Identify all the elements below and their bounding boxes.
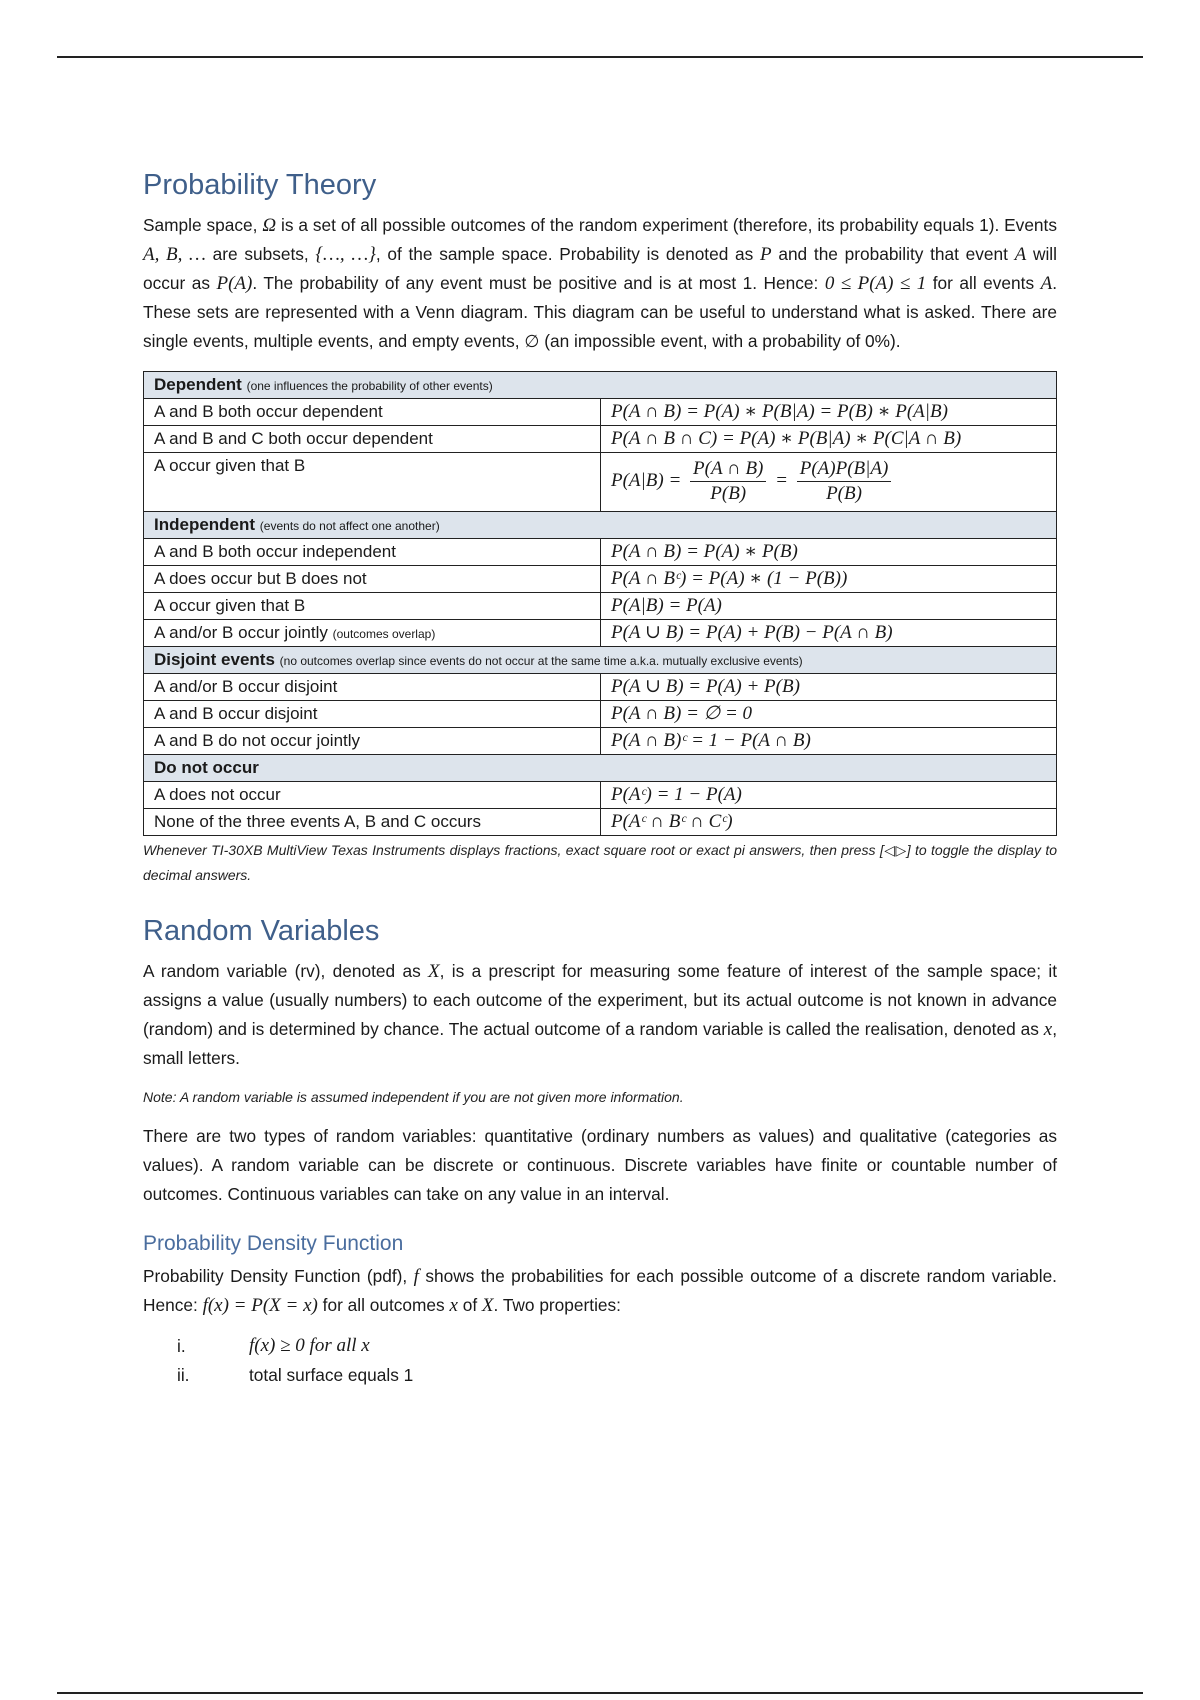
formula: P(A ∩ B)ᶜ = 1 − P(A ∩ B) bbox=[601, 727, 1057, 754]
text-run: A random variable (rv), denoted as bbox=[143, 960, 429, 981]
variable-types-paragraph: There are two types of random variables: quantitative (ordinary numbers as values) and qualitative (categories as values). A random variable can be discrete or continuous. Discrete variables have finite or countable number of outcomes. Continuous variables can take on any value in an interval. bbox=[143, 1125, 1057, 1204]
group-heading: Disjoint events bbox=[154, 649, 275, 669]
denominator: P(B) bbox=[826, 483, 862, 505]
table-row bbox=[144, 592, 1057, 619]
pdf-paragraph bbox=[143, 1262, 1057, 1320]
list-number: i. bbox=[177, 1335, 186, 1356]
text-run: shows the probabilities for each possible outcome of a discrete random variable. Hence: bbox=[143, 1265, 1057, 1315]
pdf-properties-list bbox=[143, 1332, 1057, 1390]
text-run: . The probability of any event must be positive and is at most 1. Hence: bbox=[252, 272, 825, 293]
event-label: A and B both occur dependent bbox=[144, 398, 601, 425]
independence-note: Note: A random variable is assumed independent if you are not given more information. bbox=[143, 1088, 684, 1105]
group-heading: Independent bbox=[154, 514, 256, 534]
text-run: for all outcomes bbox=[317, 1294, 450, 1315]
table-group-header-dependent bbox=[144, 371, 1057, 398]
numerator: P(A ∩ B) bbox=[690, 457, 766, 482]
formula: P(A ∩ B) = P(A) ∗ P(B|A) = P(B) ∗ P(A|B) bbox=[601, 398, 1057, 425]
table-row bbox=[144, 781, 1057, 808]
equals-sign: = bbox=[775, 470, 788, 492]
table-row bbox=[144, 673, 1057, 700]
group-heading: Dependent bbox=[154, 374, 242, 394]
group-heading: Do not occur bbox=[154, 757, 259, 777]
text-run: , is a prescript for measuring some feature of interest of the sample space; it assigns a value (usually numbers) to each outcome of the experiment, but its actual outcome is not known in advance (random) and is determined by chance. The actual outcome of a random variable is called the realisation, denoted as bbox=[143, 960, 1057, 1039]
formula: P(A|B) = P(A) bbox=[601, 592, 1057, 619]
math-expression: f(x) = P(X = x) bbox=[202, 1294, 318, 1316]
table-row bbox=[144, 452, 1057, 511]
denominator: P(B) bbox=[710, 483, 747, 505]
event-label: A and B occur disjoint bbox=[144, 700, 601, 727]
table-group-header-independent bbox=[144, 511, 1057, 538]
event-label bbox=[144, 619, 601, 646]
text-run: . These sets are represented with a Venn diagram. This diagram can be useful to understand what is asked. There are single events, multiple events, and empty events, bbox=[143, 272, 1057, 351]
formula-lhs: P(A|B) = bbox=[611, 470, 682, 492]
text-run: . Two properties: bbox=[493, 1294, 621, 1315]
fraction bbox=[690, 457, 766, 506]
text-run: , of the sample space. Probability is denoted as bbox=[375, 243, 761, 264]
event-label: None of the three events A, B and C occurs bbox=[144, 808, 601, 835]
math-expression: x bbox=[449, 1294, 458, 1316]
event-label-note: (outcomes overlap) bbox=[332, 626, 436, 641]
table-row bbox=[144, 538, 1057, 565]
list-text: total surface equals 1 bbox=[249, 1364, 414, 1385]
probability-intro-paragraph bbox=[143, 211, 1057, 356]
fraction bbox=[797, 457, 892, 506]
list-text: f(x) ≥ 0 for all x bbox=[249, 1335, 370, 1357]
math-expression: 0 ≤ P(A) ≤ 1 bbox=[824, 272, 927, 294]
event-label: A does occur but B does not bbox=[144, 565, 601, 592]
event-label: A occur given that B bbox=[144, 592, 601, 619]
math-expression: P(A) bbox=[216, 272, 253, 294]
table-group-header-disjoint bbox=[144, 646, 1057, 673]
section-title-random-variables: Random Variables bbox=[143, 914, 380, 947]
table-row bbox=[144, 727, 1057, 754]
table-group-header-not-occur bbox=[144, 754, 1057, 781]
text-run: Sample space, bbox=[143, 214, 263, 235]
table-row bbox=[144, 565, 1057, 592]
math-expression: f bbox=[413, 1265, 419, 1287]
table-row bbox=[144, 425, 1057, 452]
math-expression: x bbox=[1043, 1018, 1053, 1040]
list-number: ii. bbox=[177, 1364, 190, 1385]
calculator-note: Whenever TI-30XB MultiView Texas Instruments displays fractions, exact square root or exact pi answers, then press [◁▷] to toggle the display to decimal answers. bbox=[143, 841, 1057, 883]
text-run: is a set of all possible outcomes of the random experiment (therefore, its probability equals 1). Events bbox=[276, 214, 1057, 235]
formula: P(A ∩ B) = ∅ = 0 bbox=[601, 700, 1057, 727]
event-label: A does not occur bbox=[144, 781, 601, 808]
formula: P(A ∩ Bᶜ) = P(A) ∗ (1 − P(B)) bbox=[601, 565, 1057, 592]
formula: P(Aᶜ ∩ Bᶜ ∩ Cᶜ) bbox=[601, 808, 1057, 835]
document-page bbox=[143, 168, 1057, 1390]
group-heading-note: (one influences the probability of other events) bbox=[246, 378, 493, 393]
formula: P(A ∩ B ∩ C) = P(A) ∗ P(B|A) ∗ P(C|A ∩ B) bbox=[601, 425, 1057, 452]
header-rule bbox=[57, 56, 1143, 58]
text-run: and the probability that event bbox=[771, 243, 1015, 264]
probability-rules-table bbox=[143, 371, 1057, 836]
event-label: A and B both occur independent bbox=[144, 538, 601, 565]
event-label-text: A and/or B occur jointly bbox=[154, 622, 328, 642]
section-title-probability-theory: Probability Theory bbox=[143, 169, 377, 201]
formula: P(A ∩ B) = P(A) ∗ P(B) bbox=[601, 538, 1057, 565]
math-expression: Ω bbox=[262, 214, 277, 236]
table-row bbox=[144, 619, 1057, 646]
formula: P(Aᶜ) = 1 − P(A) bbox=[601, 781, 1057, 808]
numerator: P(A)P(B|A) bbox=[797, 457, 892, 482]
event-label: A and B and C both occur dependent bbox=[144, 425, 601, 452]
random-variable-paragraph bbox=[143, 957, 1057, 1073]
group-heading-note: (no outcomes overlap since events do not occur at the same time a.k.a. mutually exclusive events) bbox=[279, 653, 803, 668]
table-row bbox=[144, 808, 1057, 835]
math-expression: A bbox=[1014, 243, 1027, 265]
text-run: are subsets, bbox=[205, 243, 316, 264]
text-run: of bbox=[457, 1294, 482, 1315]
section-title-pdf: Probability Density Function bbox=[143, 1231, 404, 1255]
text-run: , small letters. bbox=[143, 1018, 1057, 1068]
event-label: A occur given that B bbox=[144, 452, 601, 511]
formula: P(A ∪ B) = P(A) + P(B) − P(A ∩ B) bbox=[601, 619, 1057, 646]
event-label: A and/or B occur disjoint bbox=[144, 673, 601, 700]
math-expression: A, B, … bbox=[143, 243, 206, 265]
math-expression: X bbox=[481, 1294, 494, 1316]
formula: P(A ∪ B) = P(A) + P(B) bbox=[601, 673, 1057, 700]
table-row bbox=[144, 700, 1057, 727]
list-item bbox=[143, 1361, 1057, 1390]
math-expression: P bbox=[760, 243, 772, 265]
text-run: (an impossible event, with a probability of 0%). bbox=[539, 330, 901, 351]
math-expression: A bbox=[1040, 272, 1053, 294]
math-expression: X bbox=[428, 960, 440, 982]
table-row bbox=[144, 398, 1057, 425]
text-run: will occur as bbox=[143, 243, 1057, 293]
footer-rule bbox=[57, 1692, 1143, 1694]
event-label: A and B do not occur jointly bbox=[144, 727, 601, 754]
group-heading-note: (events do not affect one another) bbox=[259, 518, 440, 533]
text-run: ∅ bbox=[524, 330, 540, 351]
math-expression: {…, …} bbox=[315, 243, 376, 265]
text-run: for all events bbox=[926, 272, 1041, 293]
list-item bbox=[143, 1332, 1057, 1361]
text-run: Probability Density Function (pdf), bbox=[143, 1265, 414, 1286]
formula-conditional bbox=[601, 452, 1057, 511]
